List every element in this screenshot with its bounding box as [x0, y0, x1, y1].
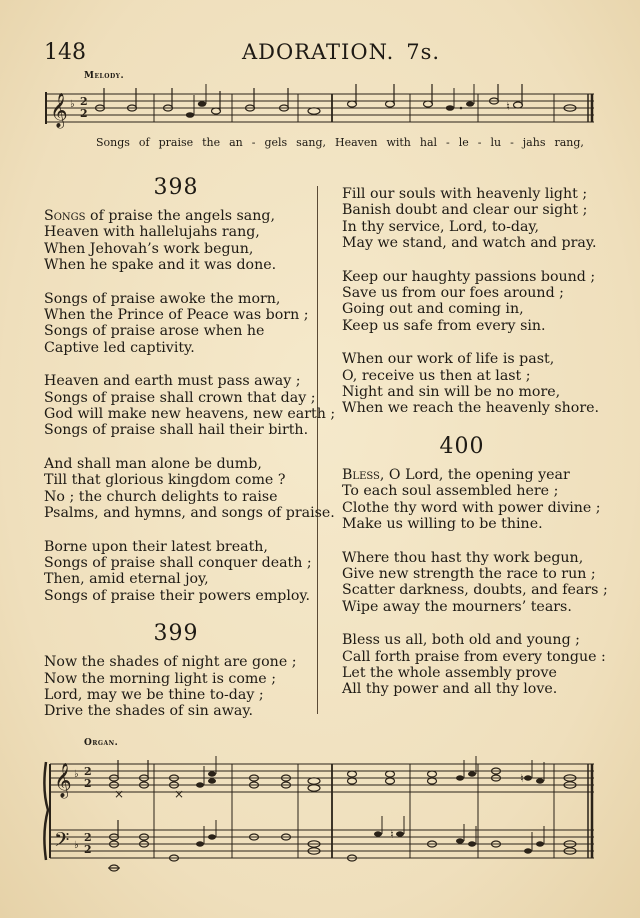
lyric-syllable: praise	[158, 136, 194, 149]
verse-line: Make us willing to be thine.	[342, 516, 543, 533]
line-rest: of praise the angels sang,	[85, 208, 275, 224]
lyric-syllable: -	[510, 136, 514, 149]
stanza	[44, 291, 335, 357]
verse-line: Night and sin will be no more,	[342, 384, 561, 401]
svg-text:2: 2	[84, 777, 92, 790]
verse-line: To each soul assembled here ;	[342, 483, 559, 500]
verse-line: Keep us safe from every sin.	[342, 317, 546, 334]
verse-line: Banish doubt and clear our sight ;	[342, 202, 588, 219]
verse-line: Heaven with hallelujahs rang,	[44, 224, 260, 241]
hymn-number-398: 398	[153, 175, 199, 200]
verse-line: When the Prince of Peace was born ;	[44, 307, 309, 324]
verse-line	[342, 467, 608, 483]
svg-text:♮: ♮	[520, 772, 524, 785]
lyric-syllable: gels	[264, 136, 288, 149]
organ-score	[40, 750, 600, 880]
lyric-syllable: le	[458, 136, 469, 149]
hymn-number-399: 399	[153, 621, 199, 647]
lyric-syllable: the	[202, 136, 221, 149]
svg-text:♮: ♮	[506, 100, 510, 113]
verse-line: Clothe thy word with power divine ;	[342, 499, 601, 516]
verse-line: Give new strength the race to run ;	[342, 565, 596, 582]
stanza	[44, 456, 335, 522]
stanza	[44, 373, 335, 439]
verse-line: Songs of praise awoke the morn,	[44, 290, 281, 307]
verse-line: Captive led captivity.	[44, 339, 195, 356]
verse-line: Songs of praise their powers employ.	[44, 587, 311, 604]
verse-line: Songs of praise shall conquer death ;	[44, 554, 312, 571]
stanza	[342, 186, 608, 252]
verse-line: O, receive us then at last ;	[342, 367, 531, 384]
svg-text:♭: ♭	[70, 99, 75, 110]
organ-label: Organ.	[84, 738, 119, 748]
verse-line: Drive the shades of sin away.	[44, 703, 253, 720]
verse-line: Now the morning light is come ;	[44, 670, 276, 687]
verse-line: Call forth praise from every tongue :	[342, 648, 606, 665]
svg-text:2: 2	[84, 843, 92, 856]
lyric-syllable: Heaven	[334, 136, 378, 149]
verse-line: And shall man alone be dumb,	[44, 455, 262, 472]
verse-line: Songs of praise shall crown that day ;	[44, 389, 316, 406]
melody-label: Melody.	[84, 71, 125, 81]
verse-line: Then, amid eternal joy,	[44, 571, 209, 588]
stanza	[342, 269, 608, 335]
verse-line: Songs of praise arose when he	[44, 323, 265, 340]
hymn-number-400: 400	[439, 433, 485, 459]
verse-line: God will make new heavens, new earth ;	[44, 406, 336, 423]
svg-text:2: 2	[80, 107, 88, 120]
verse-line: In thy service, Lord, to-day,	[342, 218, 540, 235]
section-title: ADORATION.	[242, 40, 395, 64]
verse-line: May we stand, and watch and pray.	[342, 235, 597, 252]
svg-text:2: 2	[84, 831, 92, 844]
verse-line: Till that glorious kingdom come ?	[44, 472, 286, 489]
svg-text:𝄞: 𝄞	[54, 763, 72, 798]
verse-line: When our work of life is past,	[342, 351, 555, 368]
stanza	[44, 654, 335, 720]
verse-line: Borne upon their latest breath,	[44, 538, 268, 555]
verse-line: No ; the church delights to raise	[44, 488, 278, 505]
lyric-syllable: lu	[490, 136, 502, 149]
melody-staff	[40, 84, 600, 134]
verse-line: Psalms, and hymns, and songs of praise.	[44, 505, 335, 522]
verse-line: Scatter darkness, doubts, and fears ;	[342, 582, 608, 599]
svg-text:2: 2	[84, 765, 92, 778]
verse-line: When he spake and it was done.	[44, 257, 277, 274]
verse-line: Where thou hast thy work begun,	[342, 549, 584, 566]
verse-line: Let the whole assembly prove	[342, 664, 557, 681]
stanza	[342, 351, 608, 417]
lyric-syllable: -	[446, 136, 450, 149]
stanza	[342, 632, 608, 698]
verse-line	[44, 208, 335, 224]
stanza	[44, 208, 335, 274]
lyric-syllable: sang,	[296, 136, 326, 149]
lyric-syllable: Songs	[96, 136, 130, 149]
svg-text:♭: ♭	[74, 769, 79, 780]
melody-lyrics	[96, 136, 584, 149]
verse-line: Going out and coming in,	[342, 301, 524, 318]
svg-text:×: ×	[114, 787, 125, 801]
lyric-syllable: hal	[419, 136, 438, 149]
verse-line: Wipe away the mourners’ tears.	[342, 598, 572, 615]
svg-text:×: ×	[174, 787, 185, 801]
initial-word: Bless	[342, 466, 380, 483]
meter-label: 7s.	[406, 40, 441, 64]
verse-line: When we reach the heavenly shore.	[342, 400, 600, 417]
running-title	[242, 40, 440, 64]
line-rest: , O Lord, the opening year	[379, 466, 570, 483]
lyric-syllable: jahs	[522, 136, 546, 149]
stanza	[44, 539, 335, 605]
right-column	[342, 186, 608, 698]
verse-line: Keep our haughty passions bound ;	[342, 268, 596, 285]
svg-text:2: 2	[80, 95, 88, 108]
svg-text:𝄞: 𝄞	[50, 93, 68, 128]
lyric-syllable: -	[477, 136, 482, 149]
svg-text:♭: ♭	[74, 840, 79, 851]
lyric-syllable: an	[229, 136, 243, 149]
lyric-syllable: with	[386, 136, 411, 149]
lyric-syllable: -	[251, 136, 256, 149]
verse-line: Now the shades of night are gone ;	[44, 654, 297, 671]
lyric-syllable: rang,	[554, 136, 584, 149]
verse-line: Bless us all, both old and young ;	[342, 632, 580, 649]
stanza	[342, 467, 608, 533]
verse-line: Heaven and earth must pass away ;	[44, 373, 301, 390]
stanza	[342, 550, 608, 616]
svg-text:𝄢: 𝄢	[54, 828, 70, 856]
svg-text:♮: ♮	[390, 828, 394, 841]
verse-line: All thy power and all thy love.	[342, 681, 558, 698]
verse-line: Save us from our foes around ;	[342, 285, 564, 302]
verse-line: Lord, may we be thine to-day ;	[44, 686, 264, 703]
initial-word: Songs	[44, 208, 86, 224]
page-number: 148	[44, 40, 86, 65]
verse-line: Fill our souls with heavenly light ;	[342, 186, 588, 202]
verse-line: When Jehovah’s work begun,	[44, 240, 254, 257]
lyric-syllable: of	[138, 136, 150, 149]
verse-line: Songs of praise shall hail their birth.	[44, 422, 309, 439]
left-column	[44, 175, 336, 720]
